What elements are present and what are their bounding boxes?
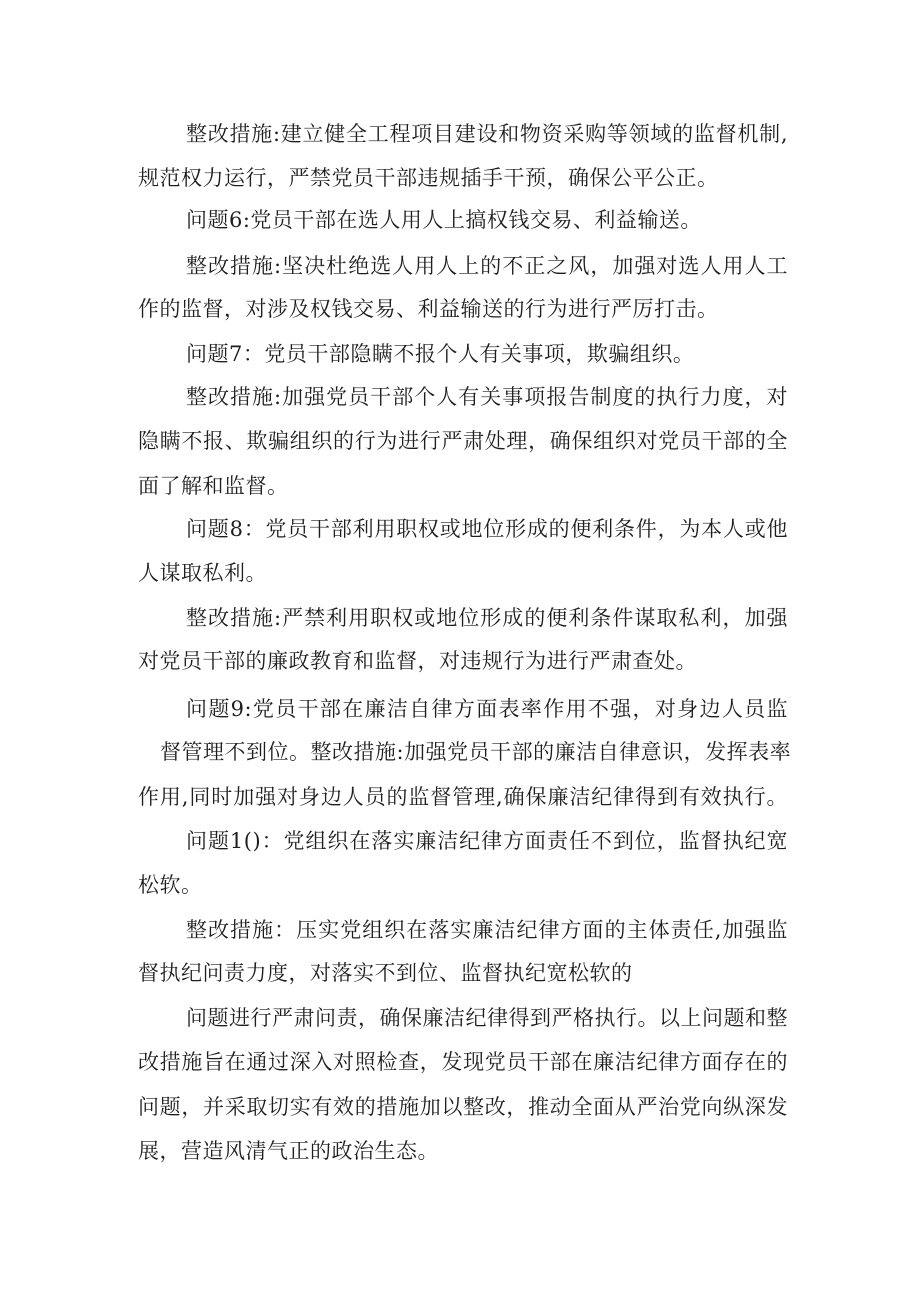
paragraph-line: 问题6:党员干部在选人用人上搞权钱交易、利益输送。 bbox=[186, 208, 702, 232]
paragraph-line: 督管理不到位。整改措施:加强党员干部的廉洁自律意识，发挥表率 bbox=[160, 740, 792, 764]
paragraph-line: 问题，并采取切实有效的措施加以整改，推动全面从严治党向纵深发 bbox=[138, 1095, 788, 1119]
paragraph-line: 规范权力运行，严禁党员干部违规插手干预，确保公平公正。 bbox=[138, 166, 719, 190]
paragraph-line: 人谋取私利。 bbox=[138, 561, 267, 585]
paragraph-line: 整改措施:建立健全工程项目建设和物资采购等领域的监督机制, bbox=[186, 122, 788, 146]
paragraph-line: 整改措施：压实党组织在落实廉洁纪律方面的主体责任,加强监 bbox=[186, 918, 788, 942]
paragraph-line: 问题进行严肃问责，确保廉洁纪律得到严格执行。以上问题和整 bbox=[186, 1006, 788, 1030]
paragraph-line: 作用,同时加强对身边人员的监督管理,确保廉洁纪律得到有效执行。 bbox=[138, 785, 788, 809]
paragraph-line: 松软。 bbox=[138, 873, 203, 897]
paragraph-line: 改措施旨在通过深入对照检查，发现党员干部在廉洁纪律方面存在的 bbox=[138, 1050, 788, 1074]
paragraph-line: 问题9:党员干部在廉洁自律方面表率作用不强，对身边人员监 bbox=[186, 697, 788, 721]
paragraph-line: 展，营造风清气正的政治生态。 bbox=[138, 1139, 439, 1163]
paragraph-line: 问题8：党员干部利用职权或地位形成的便利条件，为本人或他 bbox=[186, 517, 788, 541]
paragraph-line: 问题7：党员干部隐瞒不报个人有关事项，欺骗组织。 bbox=[186, 342, 695, 366]
paragraph-line: 整改措施:坚决杜绝选人用人上的不正之风，加强对选人用人工 bbox=[186, 254, 788, 278]
paragraph-line: 隐瞒不报、欺骗组织的行为进行严肃处理，确保组织对党员干部的全 bbox=[138, 429, 788, 453]
paragraph-line: 对党员干部的廉政教育和监督，对违规行为进行严肃查处。 bbox=[138, 649, 697, 673]
paragraph-line: 作的监督，对涉及权钱交易、利益输送的行为进行严厉打击。 bbox=[138, 297, 719, 321]
paragraph-line: 面了解和监督。 bbox=[138, 474, 289, 498]
paragraph-line: 整改措施:加强党员干部个人有关事项报告制度的执行力度，对 bbox=[186, 385, 788, 409]
paragraph-line: 问题1()：党组织在落实廉洁纪律方面责任不到位，监督执纪宽 bbox=[186, 829, 788, 853]
paragraph-line: 整改措施:严禁利用职权或地位形成的便利条件谋取私利，加强 bbox=[186, 606, 788, 630]
paragraph-line: 督执纪问责力度，对落实不到位、监督执纪宽松软的 bbox=[138, 961, 633, 985]
